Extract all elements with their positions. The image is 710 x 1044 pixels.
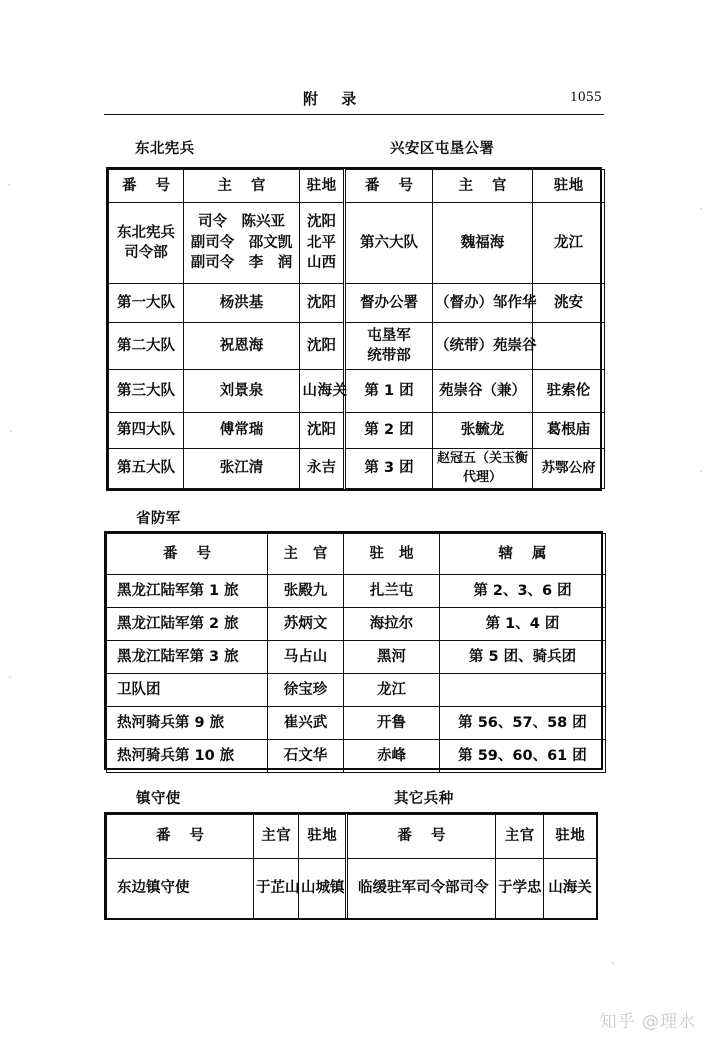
table2-grid [106,533,606,773]
th-left-officer: 主官 [254,815,299,859]
cell-officer: 苑崇谷（兼） [433,370,533,413]
cell-line: 副司令 邵文凯 [190,234,293,251]
cell-line: 北平 [307,234,336,251]
cell-officer: 徐宝珍 [268,674,344,707]
cell-unit: 第四大队 [109,413,184,449]
caption-zhenshoushi: 镇守使 [136,791,181,807]
cell-station: 山海关 [544,859,597,919]
edge-speck [10,430,12,432]
table-row [107,674,606,707]
cell-station: 山城镇 [299,859,347,919]
cell-unit: 第六大队 [345,203,433,284]
cell-station: 洮安 [533,284,605,323]
edge-speck [700,208,702,210]
caption-xingan-tunken: 兴安区屯垦公署 [390,141,495,157]
page-header [108,88,602,112]
cell-station: 永吉 [300,449,345,489]
cell-unit: 第二大队 [109,323,184,370]
cell-line: 统带部 [367,348,411,365]
cell-station: 海拉尔 [344,608,440,641]
cell-station: 赤峰 [344,740,440,773]
cell-officer: 张江清 [184,449,300,489]
cell-unit: 督办公署 [345,284,433,323]
cell-officer: 于学忠 [496,859,544,919]
cell-officer: 苏炳文 [268,608,344,641]
cell-unit: 第 2 团 [345,413,433,449]
cell-subordinate: 第 59、60、61 团 [440,740,606,773]
cell-unit: 第三大队 [109,370,184,413]
cell-officer [433,449,533,489]
cell-officer: （统带）苑崇谷 [433,323,533,370]
cell-line: 司令部 [124,245,168,262]
cell-station: 龙江 [344,674,440,707]
cell-officer [184,203,300,284]
cell-officer: 石文华 [268,740,344,773]
cell-unit: 第五大队 [109,449,184,489]
table-row [109,284,605,323]
table-row-header [107,534,606,575]
page-title: 附 录 [303,90,366,108]
cell-officer: 于芷山 [254,859,299,919]
th-right-unit: 番 号 [347,815,496,859]
cell-officer: 张毓龙 [433,413,533,449]
th-right-station: 驻地 [533,170,605,203]
table-row [107,641,606,674]
cell-station: 葛根庙 [533,413,605,449]
caption-shengfangjun: 省防军 [136,511,181,527]
table-shengfangjun [104,531,603,770]
cell-officer: 魏福海 [433,203,533,284]
cell-subordinate: 第 5 团、骑兵团 [440,641,606,674]
th-left-station: 驻地 [299,815,347,859]
page-number: 1055 [570,89,602,105]
table1-grid [108,169,605,489]
th-left-unit: 番 号 [107,815,254,859]
th-officer: 主 官 [268,534,344,575]
cell-unit: 临缓驻军司令部司令 [347,859,496,919]
cell-station: 苏鄂公府 [533,449,605,489]
cell-line: 赵冠五（关玉衡 [436,451,528,467]
cell-unit: 黑龙江陆军第 3 旅 [107,641,268,674]
table-row [109,323,605,370]
cell-unit [109,203,184,284]
cell-officer: 崔兴武 [268,707,344,740]
cell-subordinate [440,674,606,707]
cell-unit: 黑龙江陆军第 1 旅 [107,575,268,608]
cell-station: 沈阳 [300,323,345,370]
cell-station [533,323,605,370]
table-row [109,449,605,489]
th-right-officer: 主 官 [433,170,533,203]
table-row [107,575,606,608]
cell-officer: 杨洪基 [184,284,300,323]
cell-unit: 卫队团 [107,674,268,707]
cell-unit: 热河骑兵第 10 旅 [107,740,268,773]
table-row [109,370,605,413]
th-left-unit: 番 号 [109,170,184,203]
cell-station: 山海关 [300,370,345,413]
cell-line: 沈阳 [307,214,336,231]
cell-subordinate: 第 56、57、58 团 [440,707,606,740]
cell-unit: 热河骑兵第 9 旅 [107,707,268,740]
edge-speck [9,676,11,678]
cell-line: 司令 陈兴亚 [198,214,285,231]
table-row [107,707,606,740]
th-subordinate: 辖 属 [440,534,606,575]
cell-line: 代理） [462,469,502,485]
caption-qitabingzhong: 其它兵种 [394,791,454,807]
caption-dongbei-xianbing: 东北宪兵 [135,141,195,157]
table3-grid [106,814,597,919]
cell-unit: 黑龙江陆军第 2 旅 [107,608,268,641]
cell-line: 东北宪兵 [117,224,175,241]
cell-unit: 第 1 团 [345,370,433,413]
cell-station: 沈阳 [300,413,345,449]
cell-station: 开鲁 [344,707,440,740]
table-row [107,608,606,641]
cell-officer: 祝恩海 [184,323,300,370]
watermark: 知乎 @理水 [599,1012,696,1032]
table-row [107,740,606,773]
cell-line: 屯垦军 [367,327,411,344]
cell-unit: 东边镇守使 [107,859,254,919]
cell-line: 副司令 李 润 [190,255,293,272]
cell-unit [345,323,433,370]
th-station: 驻 地 [344,534,440,575]
table-row [109,203,605,284]
cell-station: 沈阳 [300,284,345,323]
cell-station: 扎兰屯 [344,575,440,608]
cell-station: 黑河 [344,641,440,674]
edge-speck [8,184,10,186]
cell-subordinate: 第 2、3、6 团 [440,575,606,608]
cell-station: 龙江 [533,203,605,284]
cell-subordinate: 第 1、4 团 [440,608,606,641]
th-left-officer: 主 官 [184,170,300,203]
cell-officer: 刘景泉 [184,370,300,413]
cell-officer: 张殿九 [268,575,344,608]
th-unit: 番 号 [107,534,268,575]
th-right-station: 驻地 [544,815,597,859]
cell-officer: 傅常瑞 [184,413,300,449]
edge-speck [612,962,614,964]
th-left-station: 驻地 [300,170,345,203]
table-row-header [109,170,605,203]
table-zhenshoushi-qitabingzhong [104,812,598,920]
cell-station: 驻索伦 [533,370,605,413]
edge-speck [700,470,702,472]
cell-officer: 马占山 [268,641,344,674]
cell-officer: （督办）邹作华 [433,284,533,323]
cell-line: 山西 [307,255,336,272]
cell-unit: 第 3 团 [345,449,433,489]
table-row [107,859,597,919]
cell-unit: 第一大队 [109,284,184,323]
table-xianbing-tunken [106,167,602,491]
th-right-officer: 主官 [496,815,544,859]
th-right-unit: 番 号 [345,170,433,203]
table-row [109,413,605,449]
header-rule [104,114,604,115]
cell-station [300,203,345,284]
table-row-header [107,815,597,859]
